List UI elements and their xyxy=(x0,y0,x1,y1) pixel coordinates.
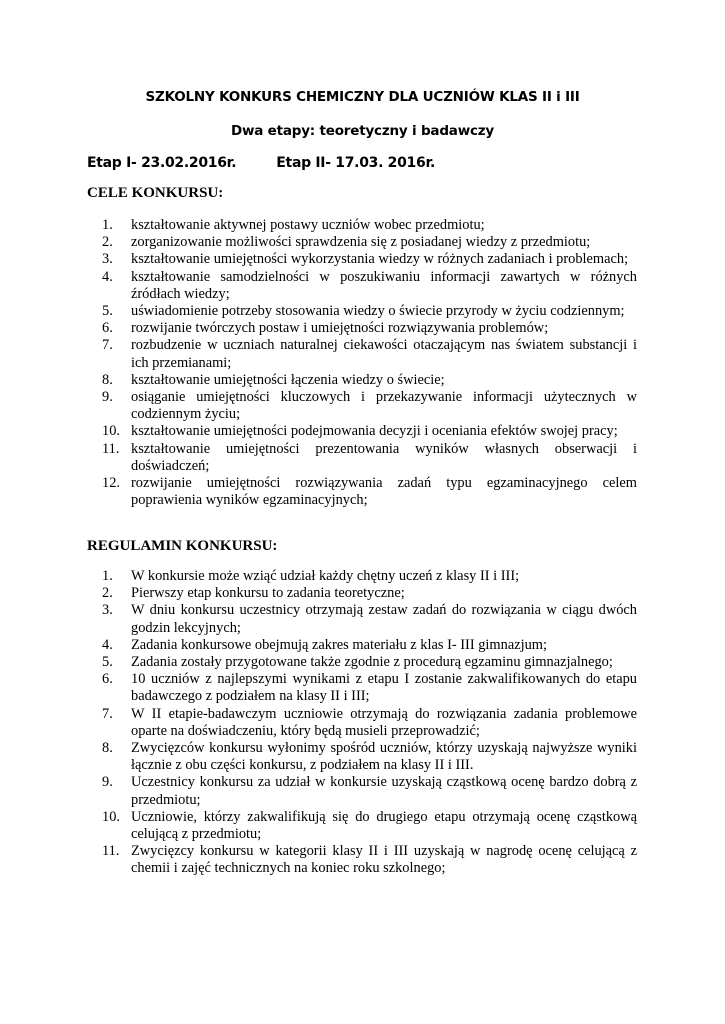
list-item xyxy=(0,843,637,877)
item-number: 3. xyxy=(102,602,113,619)
item-number: 12. xyxy=(102,475,120,492)
list-item xyxy=(0,585,637,602)
stage-dates xyxy=(87,155,435,171)
item-text: zorganizowanie możliwości sprawdzenia się z posiadanej wiedzy z przedmiotu; xyxy=(131,234,591,251)
item-number: 1. xyxy=(102,568,113,584)
item-text: Uczestnicy konkursu za udział w konkursie uzyskają cząstkową ocenę bardzo dobrą z przedmiotu; xyxy=(131,774,637,808)
item-text: W II etapie-badawczym uczniowie otrzymają do rozwiązania zadania problemowe oparte na doświadczeniu, który będą musieli przeprowadzić; xyxy=(131,705,637,739)
item-text: uświadomienie potrzeby stosowania wiedzy o świecie przyrody w życiu codziennym; xyxy=(131,303,625,320)
document-title: SZKOLNY KONKURS CHEMICZNY DLA UCZNIÓW KLAS II i III xyxy=(145,89,580,105)
item-text: Zwycięzcy konkursu w kategorii klasy II i III uzyskają w nagrodę ocenę celującą z chemii i zajęć technicznych na koniec roku szkolnego; xyxy=(131,843,637,877)
item-text: rozbudzenie w uczniach naturalnej ciekawości otaczającym nas światem substancji i ich przemianami; xyxy=(131,337,637,371)
list-item xyxy=(0,337,637,371)
item-text: kształtowanie umiejętności łączenia wiedzy o świecie; xyxy=(131,371,445,388)
item-number: 10. xyxy=(102,808,120,825)
item-number: 1. xyxy=(102,217,113,233)
item-number: 8. xyxy=(102,740,113,757)
list-item xyxy=(0,602,637,636)
list-item xyxy=(0,441,637,475)
rules-list xyxy=(0,568,725,878)
item-number: 9. xyxy=(102,774,113,791)
item-text: Uczniowie, którzy zakwalifikują się do drugiego etapu otrzymają ocenę cząstkową celującą z przedmiotu; xyxy=(131,808,637,843)
item-number: 7. xyxy=(102,705,113,722)
item-text: W konkursie może wziąć udział każdy chętny uczeń z klasy II i III; xyxy=(131,568,520,584)
list-item xyxy=(0,568,637,585)
item-text: Pierwszy etap konkursu to zadania teoretyczne; xyxy=(131,585,405,602)
document-subtitle: Dwa etapy: teoretyczny i badawczy xyxy=(230,123,495,139)
list-item xyxy=(0,234,637,251)
item-text: kształtowanie umiejętności wykorzystania wiedzy w różnych zadaniach i problemach; xyxy=(131,251,629,268)
list-item xyxy=(0,809,637,843)
rules-heading: REGULAMIN KONKURSU: xyxy=(87,538,278,554)
list-item xyxy=(0,217,637,234)
item-number: 7. xyxy=(102,337,113,354)
item-number: 2. xyxy=(102,234,113,251)
item-text: Zadania konkursowe obejmują zakres materiału z klas I- III gimnazjum; xyxy=(131,636,547,653)
item-number: 11. xyxy=(102,843,120,860)
item-text: W dniu konkursu uczestnicy otrzymają zestaw zadań do rozwiązania w ciągu dwóch godzin lekcyjnych; xyxy=(131,602,637,636)
list-item xyxy=(0,269,637,303)
item-number: 2. xyxy=(102,585,113,602)
item-number: 5. xyxy=(102,654,113,671)
list-item xyxy=(0,706,637,740)
stage-two-date: Etap II- 17.03. 2016r. xyxy=(276,155,436,171)
item-number: 6. xyxy=(102,671,113,688)
item-number: 10. xyxy=(102,423,120,440)
list-item xyxy=(0,774,637,808)
item-text: Zadania zostały przygotowane także zgodnie z procedurą egzaminu gimnazjalnego; xyxy=(131,654,613,671)
goals-heading: CELE KONKURSU: xyxy=(87,185,224,201)
list-item xyxy=(0,389,637,423)
item-text: rozwijanie umiejętności rozwiązywania zadań typu egzaminacyjnego celem poprawienia wyników egzaminacyjnych; xyxy=(131,475,637,509)
list-item xyxy=(0,475,637,509)
item-number: 9. xyxy=(102,389,113,406)
goals-list xyxy=(0,217,725,509)
item-number: 8. xyxy=(102,371,113,388)
list-item xyxy=(0,637,637,654)
list-item xyxy=(0,303,637,320)
item-text: kształtowanie aktywnej postawy uczniów wobec przedmiotu; xyxy=(131,217,485,233)
item-text: rozwijanie twórczych postaw i umiejętności rozwiązywania problemów; xyxy=(131,320,549,337)
list-item xyxy=(0,740,637,774)
item-number: 4. xyxy=(102,268,113,285)
list-item xyxy=(0,423,637,440)
list-item xyxy=(0,251,637,268)
item-text: kształtowanie umiejętności prezentowania wyników własnych obserwacji i doświadczeń; xyxy=(131,440,637,474)
item-number: 3. xyxy=(102,251,113,268)
item-number: 11. xyxy=(102,440,120,457)
list-item xyxy=(0,654,637,671)
item-text: Zwycięzców konkursu wyłonimy spośród uczniów, którzy uzyskają najwyższe wyniki łącznie z obu części konkursu, z podziałem na klasy II i III. xyxy=(131,740,637,774)
item-number: 6. xyxy=(102,320,113,337)
item-number: 5. xyxy=(102,303,113,320)
item-number: 4. xyxy=(102,636,113,653)
list-item xyxy=(0,671,637,705)
item-text: 10 uczniów z najlepszymi wynikami z etapu I zostanie zakwalifikowanych do etapu badawczego z podziałem na klasy II i III; xyxy=(131,671,637,705)
item-text: kształtowanie samodzielności w poszukiwaniu informacji zawartych w różnych źródłach wiedzy; xyxy=(131,268,637,302)
stage-one-date: Etap I- 23.02.2016r. xyxy=(87,155,237,171)
list-item xyxy=(0,372,637,389)
item-text: kształtowanie umiejętności podejmowania decyzji i oceniania efektów swojej pracy; xyxy=(131,423,618,440)
list-item xyxy=(0,320,637,337)
item-text: osiąganie umiejętności kluczowych i przekazywanie informacji użytecznych w codziennym życiu; xyxy=(131,389,637,423)
